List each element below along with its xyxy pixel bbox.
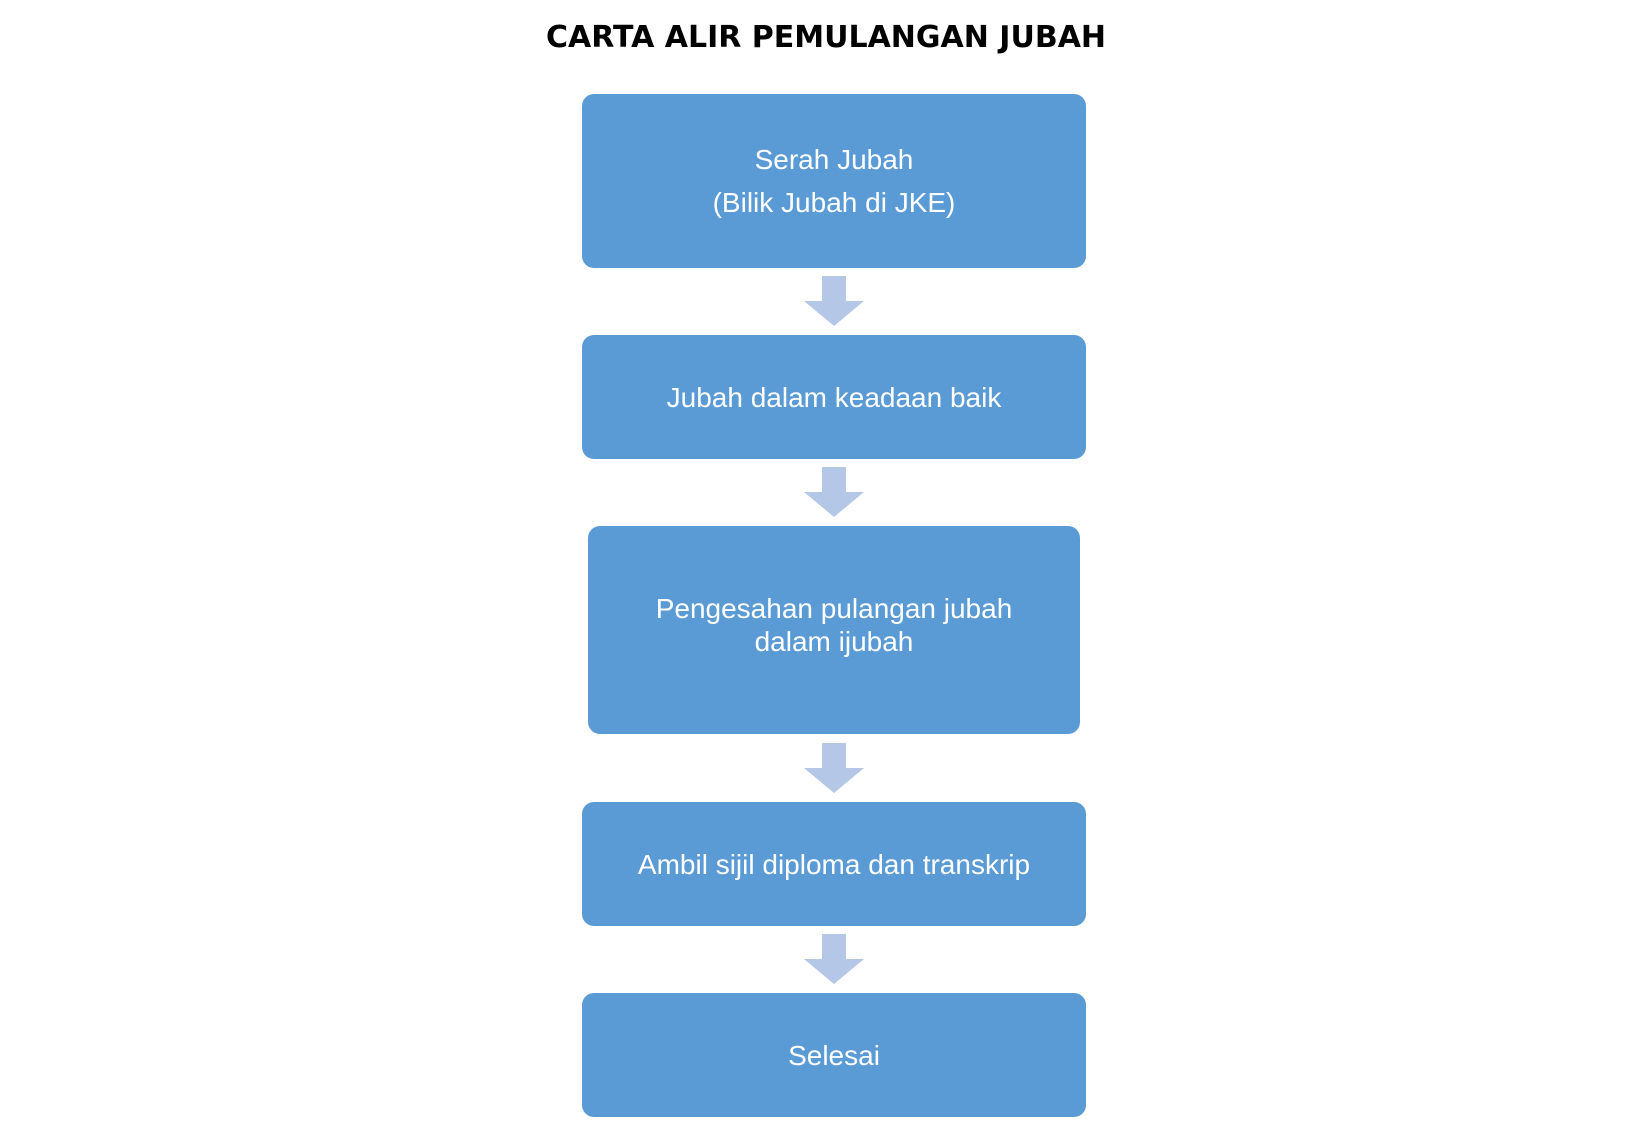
down-arrow-icon xyxy=(804,743,864,793)
down-arrow-icon xyxy=(804,467,864,517)
step-pengesahan xyxy=(588,526,1080,734)
down-arrow-icon xyxy=(804,276,864,326)
step-serah-jubah xyxy=(582,94,1086,268)
step-selesai xyxy=(582,993,1086,1117)
step-ambil-sijil xyxy=(582,802,1086,926)
page-title: CARTA ALIR PEMULANGAN JUBAH xyxy=(545,20,1107,55)
step-line: Serah Jubah xyxy=(754,144,914,175)
step-line: Pengesahan pulangan jubah xyxy=(655,593,1013,624)
step-line: Jubah dalam keadaan baik xyxy=(666,381,1002,413)
step-jubah-baik xyxy=(582,335,1086,459)
step-line: Ambil sijil diploma dan transkrip xyxy=(637,848,1031,880)
down-arrow-icon xyxy=(804,934,864,984)
step-line: Selesai xyxy=(788,1039,880,1071)
step-line: dalam ijubah xyxy=(754,626,914,657)
step-line: (Bilik Jubah di JKE) xyxy=(712,187,956,218)
